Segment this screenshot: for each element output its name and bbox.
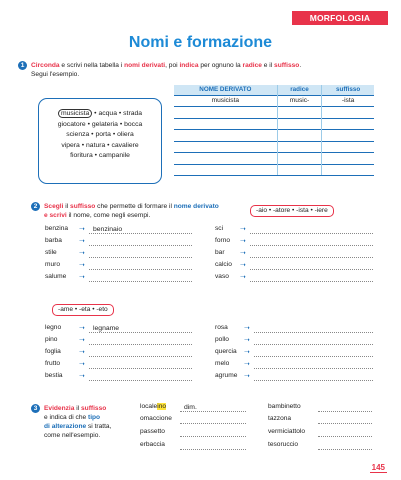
table-cell[interactable] bbox=[322, 164, 374, 176]
answer-field[interactable] bbox=[254, 361, 373, 369]
arrow-icon: ➝ bbox=[240, 274, 246, 281]
table-header: radice bbox=[277, 85, 322, 95]
answer-field[interactable] bbox=[250, 226, 373, 234]
table-cell[interactable] bbox=[174, 130, 277, 142]
arrow-icon: ➝ bbox=[244, 337, 250, 344]
arrow-icon: ➝ bbox=[240, 250, 246, 257]
list-item: tazzona bbox=[268, 414, 372, 424]
highlighted-suffix: ino bbox=[157, 403, 167, 410]
list-item: bar ➝ bbox=[215, 248, 373, 258]
arrow-icon: ➝ bbox=[244, 349, 250, 356]
derivation-table bbox=[174, 85, 374, 176]
answer-field[interactable] bbox=[89, 373, 192, 381]
answer-field[interactable] bbox=[89, 262, 192, 270]
list-item: agrume ➝ bbox=[215, 371, 373, 381]
list-item: vermiciattolo bbox=[268, 427, 372, 437]
exercise-2-instructions: Scegli il suffisso che permette di formare il nome derivato e scrivi il nome, come negli esempi. bbox=[44, 203, 219, 219]
table-cell: -ista bbox=[322, 95, 374, 107]
table-cell[interactable] bbox=[277, 118, 322, 130]
table-cell[interactable] bbox=[322, 141, 374, 153]
answer-field[interactable]: legname bbox=[89, 325, 192, 333]
table-cell[interactable] bbox=[174, 141, 277, 153]
answer-field[interactable] bbox=[254, 337, 373, 345]
table-header: NOME DERIVATO bbox=[174, 85, 277, 95]
suffix-box: -aio • -atore • -ista • -iere bbox=[250, 205, 334, 217]
list-item: bestia ➝ bbox=[45, 371, 192, 381]
list-item: forno ➝ bbox=[215, 236, 373, 246]
arrow-icon: ➝ bbox=[79, 250, 85, 257]
table-header: suffisso bbox=[322, 85, 374, 95]
table-cell[interactable] bbox=[322, 118, 374, 130]
suffix-box: -ame • -eta • -eto bbox=[52, 304, 114, 316]
arrow-icon: ➝ bbox=[79, 337, 85, 344]
answer-field[interactable] bbox=[89, 250, 192, 258]
exercise-number: 1 bbox=[18, 61, 27, 70]
arrow-icon: ➝ bbox=[240, 262, 246, 269]
answer-field[interactable] bbox=[318, 429, 372, 437]
answer-field[interactable] bbox=[89, 238, 192, 246]
list-item: muro ➝ bbox=[45, 260, 192, 270]
answer-field[interactable]: dim. bbox=[180, 404, 246, 412]
answer-field[interactable] bbox=[318, 404, 372, 412]
table-cell[interactable] bbox=[174, 118, 277, 130]
arrow-icon: ➝ bbox=[244, 361, 250, 368]
table-cell: music- bbox=[277, 95, 322, 107]
list-item: sci ➝ bbox=[215, 224, 373, 234]
table-cell[interactable] bbox=[174, 164, 277, 176]
answer-field[interactable] bbox=[89, 337, 192, 345]
table-cell[interactable] bbox=[277, 164, 322, 176]
arrow-icon: ➝ bbox=[79, 238, 85, 245]
answer-field[interactable] bbox=[180, 416, 246, 424]
table-cell[interactable] bbox=[174, 153, 277, 165]
answer-field[interactable] bbox=[250, 262, 373, 270]
list-item: salume ➝ bbox=[45, 272, 192, 282]
answer-field[interactable] bbox=[254, 325, 373, 333]
arrow-icon: ➝ bbox=[240, 238, 246, 245]
answer-field[interactable] bbox=[250, 238, 373, 246]
table-cell[interactable] bbox=[322, 107, 374, 119]
table-cell[interactable] bbox=[277, 141, 322, 153]
arrow-icon: ➝ bbox=[240, 226, 246, 233]
answer-field[interactable] bbox=[250, 250, 373, 258]
table-cell[interactable] bbox=[322, 153, 374, 165]
arrow-icon: ➝ bbox=[79, 349, 85, 356]
page-title: Nomi e formazione bbox=[128, 34, 273, 51]
answer-field[interactable] bbox=[89, 274, 192, 282]
answer-field[interactable] bbox=[254, 349, 373, 357]
answer-field[interactable] bbox=[250, 274, 373, 282]
table-cell[interactable] bbox=[277, 130, 322, 142]
list-item: barba ➝ bbox=[45, 236, 192, 246]
arrow-icon: ➝ bbox=[79, 274, 85, 281]
answer-field[interactable] bbox=[318, 416, 372, 424]
answer-field[interactable] bbox=[89, 361, 192, 369]
section-tag: MORFOLOGIA bbox=[292, 11, 388, 25]
page-number: 145 bbox=[371, 463, 385, 472]
table-cell[interactable] bbox=[322, 130, 374, 142]
list-item: melo ➝ bbox=[215, 359, 373, 369]
answer-field[interactable] bbox=[180, 429, 246, 437]
exercise-number: 3 bbox=[31, 404, 40, 413]
list-item: legno ➝ legname bbox=[45, 323, 192, 333]
list-item: rosa ➝ bbox=[215, 323, 373, 333]
table-cell[interactable] bbox=[174, 107, 277, 119]
arrow-icon: ➝ bbox=[79, 325, 85, 332]
list-item: tesoruccio bbox=[268, 440, 372, 450]
table-cell[interactable] bbox=[277, 107, 322, 119]
list-item: foglia ➝ bbox=[45, 347, 192, 357]
list-item: stile ➝ bbox=[45, 248, 192, 258]
list-item: quercia ➝ bbox=[215, 347, 373, 357]
list-item: localeino dim. bbox=[140, 402, 246, 412]
exercise-3-instructions: Evidenzia il suffisso e indica di che tipo di alterazione si tratta, come nell'esempio. bbox=[44, 405, 112, 439]
answer-field[interactable] bbox=[89, 349, 192, 357]
circled-word[interactable]: musicista bbox=[58, 109, 92, 118]
table-cell[interactable] bbox=[277, 153, 322, 165]
arrow-icon: ➝ bbox=[244, 373, 250, 380]
answer-field[interactable] bbox=[254, 373, 373, 381]
exercise-1-instructions: Circonda e scrivi nella tabella i nomi derivati, poi indica per ognuno la radice e il suffisso. Segui l'esempio. bbox=[31, 62, 302, 78]
list-item: vaso ➝ bbox=[215, 272, 373, 282]
arrow-icon: ➝ bbox=[244, 325, 250, 332]
list-item: pollo ➝ bbox=[215, 335, 373, 345]
arrow-icon: ➝ bbox=[79, 262, 85, 269]
list-item: frutto ➝ bbox=[45, 359, 192, 369]
arrow-icon: ➝ bbox=[79, 373, 85, 380]
list-item: passetto bbox=[140, 427, 246, 437]
list-item: erbaccia bbox=[140, 440, 246, 450]
exercise-number: 2 bbox=[31, 202, 40, 211]
list-item: pino ➝ bbox=[45, 335, 192, 345]
arrow-icon: ➝ bbox=[79, 226, 85, 233]
answer-field[interactable]: benzinaio bbox=[89, 226, 192, 234]
list-item: bambinetto bbox=[268, 402, 372, 412]
word-box: musicista • acqua • strada giocatore • gelateria • bocca scienza • porta • oliera vipera • natura • cavaliere fioritura • campanile bbox=[38, 98, 162, 184]
list-item: calcio ➝ bbox=[215, 260, 373, 270]
list-item: benzina ➝ benzinaio bbox=[45, 224, 192, 234]
answer-field[interactable] bbox=[180, 442, 246, 450]
list-item: omaccione bbox=[140, 414, 246, 424]
arrow-icon: ➝ bbox=[79, 361, 85, 368]
table-cell: musicista bbox=[174, 95, 277, 107]
answer-field[interactable] bbox=[318, 442, 372, 450]
